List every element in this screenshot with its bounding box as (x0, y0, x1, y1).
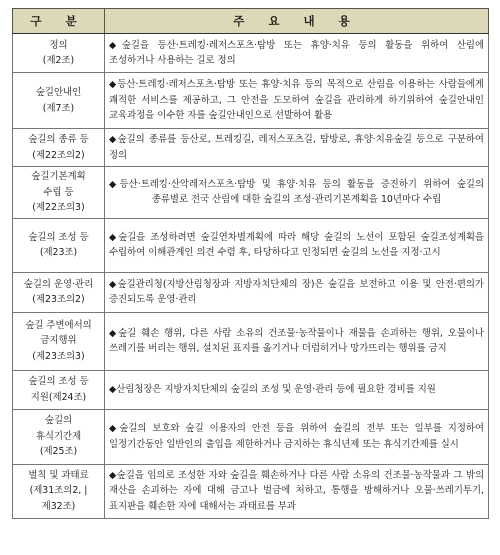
row-category-line: 숲길 주변에서의 (25, 319, 92, 331)
table-row (13, 272, 489, 312)
row-category (13, 34, 105, 73)
row-category-line: (제2조) (42, 55, 75, 66)
row-category-line: (제31조의2, | (29, 485, 88, 497)
forest-trail-law-table (12, 8, 489, 519)
row-category-line: 숲길기본계획 (31, 171, 86, 182)
row-category-line: 숲길안내인 (35, 87, 82, 98)
table-row (13, 370, 489, 409)
row-description: ◆숲길의 보호와 숲길 이용자의 안전 등을 위하여 숲길의 전부 또는 일부를 지정하여 일정기간동안 일반인의 출입을 제한하거나 금지하는 휴식년제 또는 휴식기간제를 실시 (105, 409, 489, 464)
row-category-line: (제25조) (39, 446, 78, 458)
table-row (13, 167, 489, 219)
row-category (13, 312, 105, 370)
row-description: ◆숲길을 조성하려면 숲길연차별계획에 따라 해당 숲길의 노선이 포함된 숲길조성계획을 수립하여 이해관계인 의견 수렴 후, 타당하다고 인정되면 숲길의 노선을 지정·고시 (105, 218, 489, 272)
table-row (13, 464, 489, 518)
row-category-line: (제7조) (42, 102, 75, 114)
row-category (13, 370, 105, 409)
row-category-line: 휴식기간제 (35, 430, 82, 442)
table-row (13, 409, 489, 464)
row-category-line: (제23조의3) (32, 350, 85, 362)
row-category-line: 지원(제24조) (30, 391, 87, 403)
row-description: ◆숲길 훼손 행위, 다른 사람 소유의 건조물·농작물이나 재물을 손괴하는 행위, 오물이나 쓰레기를 버리는 행위, 설치된 표지를 옮기거나 더럽히거나 망가뜨리는 행위를 금지 (105, 312, 489, 370)
table-row (13, 34, 489, 73)
table-row (13, 218, 489, 272)
row-category-line: 숲길의 운영·관리 (23, 278, 94, 290)
row-category-line: (제22조의3) (32, 202, 85, 213)
row-description: ◆산림청장은 지방자치단체의 숲길의 조성 및 운영·관리 등에 필요한 경비를 지원 (105, 370, 489, 409)
row-category-line: 벌칙 및 과태료 (28, 469, 89, 481)
row-category-line: 수립 등 (43, 186, 74, 198)
row-category-line: 숲길의 (44, 415, 73, 427)
row-category (13, 464, 105, 518)
row-category-line: 정의 (49, 39, 68, 51)
row-description: ◆숲길을 임의로 조성한 자와 숲길을 훼손하거나 다른 사람 소유의 건조물·농작물과 그 밖의 재산을 손괴하는 자에 대해 금고나 벌금에 처하고, 통행을 방해하거나 오물·쓰레기투기, 표지판을 훼손한 자에 대해서는 과태료를 부과 (105, 464, 489, 518)
row-description: ◆등산·트레킹·산악레저스포츠·탐방 및 휴양·치유 등의 활동을 증진하기 위하여 숲길의 종류별로 전국 산림에 대한 숲길의 조성·관리기본계획을 10년마다 수립 (105, 167, 489, 219)
row-description: ◆등산·트레킹·레저스포츠·탐방 또는 휴양·치유 등의 목적으로 산림을 이용하는 사람들에게 쾌적한 서비스를 제공하고, 그 안전을 도모하여 숲길을 관리하게 하기위하여 숲길안내인 교육과정을 이수한 자를 숲길안내인으로 선발하여 활용 (105, 73, 489, 129)
table-header-row (13, 9, 489, 34)
row-description: ◆숲길의 종류를 등산로, 트레킹길, 레저스포츠길, 탐방로, 휴양·치유숲길 등으로 구분하여 정의 (105, 129, 489, 167)
row-category (13, 272, 105, 312)
row-category (13, 167, 105, 219)
row-category-line: (제23조) (39, 247, 78, 258)
row-category-line: 제32조) (41, 500, 76, 512)
row-category-line: 금지행위 (40, 335, 77, 347)
table-row (13, 129, 489, 167)
row-category-line: 숲길의 조성 등 (28, 376, 89, 387)
row-description: ◆숲길관리청(지방산림청장과 지방자치단체의 장)은 숲길을 보전하고 이용 및 안전·편의가 증진되도록 운영·관리 (105, 272, 489, 312)
header-content: 주 요 내 용 (105, 9, 489, 34)
header-category: 구 분 (13, 9, 105, 34)
row-description: ◆숲길을 등산·트레킹·레저스포츠·탐방 또는 휴양·치유 등의 활동을 위하여 산림에 조성하거나 사용하는 길로 정의 (105, 34, 489, 73)
row-category (13, 218, 105, 272)
row-category-line: 숲길의 종류 등 (28, 134, 89, 145)
table-row (13, 312, 489, 370)
row-category-line: (제23조의2) (32, 294, 85, 305)
table-body (13, 34, 489, 519)
row-category-line: 숲길의 조성 등 (28, 231, 89, 243)
table-row (13, 73, 489, 129)
row-category (13, 129, 105, 167)
row-category-line: (제22조의2) (32, 149, 85, 161)
row-category (13, 73, 105, 129)
row-category (13, 409, 105, 464)
